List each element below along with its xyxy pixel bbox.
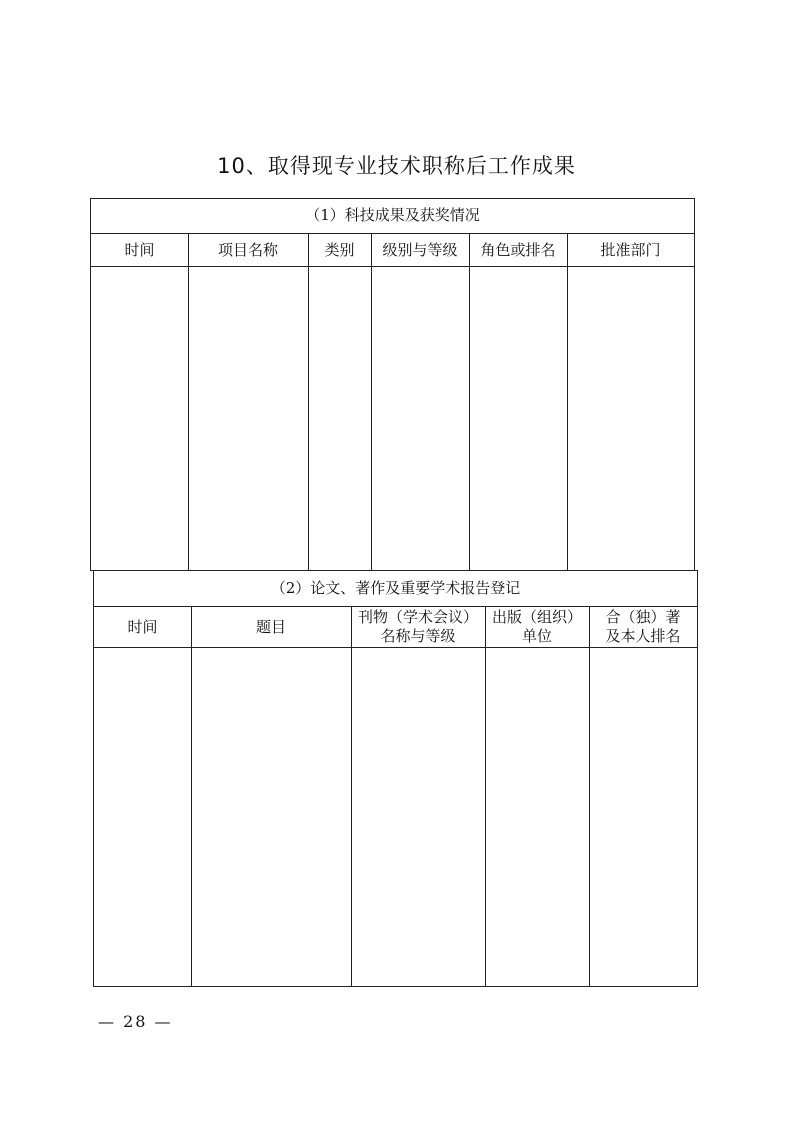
- column-header-time: 时间: [124, 240, 155, 259]
- publications-table: [93, 570, 698, 987]
- column-divider: [469, 234, 470, 570]
- publications-header-row: [94, 607, 697, 648]
- column-header-level-grade: 级别与等级: [382, 240, 458, 259]
- publications-section-title: （2）论文、著作及重要学术报告登记: [270, 579, 521, 597]
- achievements-section-title: （1）科技成果及获奖情况: [305, 206, 480, 224]
- column-divider: [308, 234, 309, 570]
- page-title: 10、取得现专业技术职称后工作成果: [217, 154, 576, 178]
- achievements-header-row: [91, 234, 694, 267]
- column-divider: [567, 234, 568, 570]
- column-divider: [589, 607, 590, 986]
- column-divider: [485, 607, 486, 986]
- column-header-title: 题目: [255, 617, 286, 636]
- column-header-journal-level: 刊物（学术会议） 名称与等级: [357, 608, 478, 645]
- column-divider: [188, 234, 189, 570]
- column-header-approving-dept: 批准部门: [600, 240, 661, 259]
- achievements-section-heading: [91, 199, 694, 234]
- page-number: — 28 —: [98, 1012, 173, 1031]
- column-header-category: 类别: [324, 240, 355, 259]
- column-header-role-rank: 角色或排名: [480, 240, 556, 259]
- column-header-authorship-rank: 合（独）著 及本人排名: [605, 608, 681, 645]
- column-header-publisher: 出版（组织） 单位: [491, 608, 582, 645]
- publications-section-heading: [94, 571, 697, 607]
- achievements-table: [90, 198, 695, 571]
- column-header-project-name: 项目名称: [217, 240, 278, 259]
- column-header-time: 时间: [127, 617, 158, 636]
- column-divider: [371, 234, 372, 570]
- column-divider: [351, 607, 352, 986]
- column-divider: [191, 607, 192, 986]
